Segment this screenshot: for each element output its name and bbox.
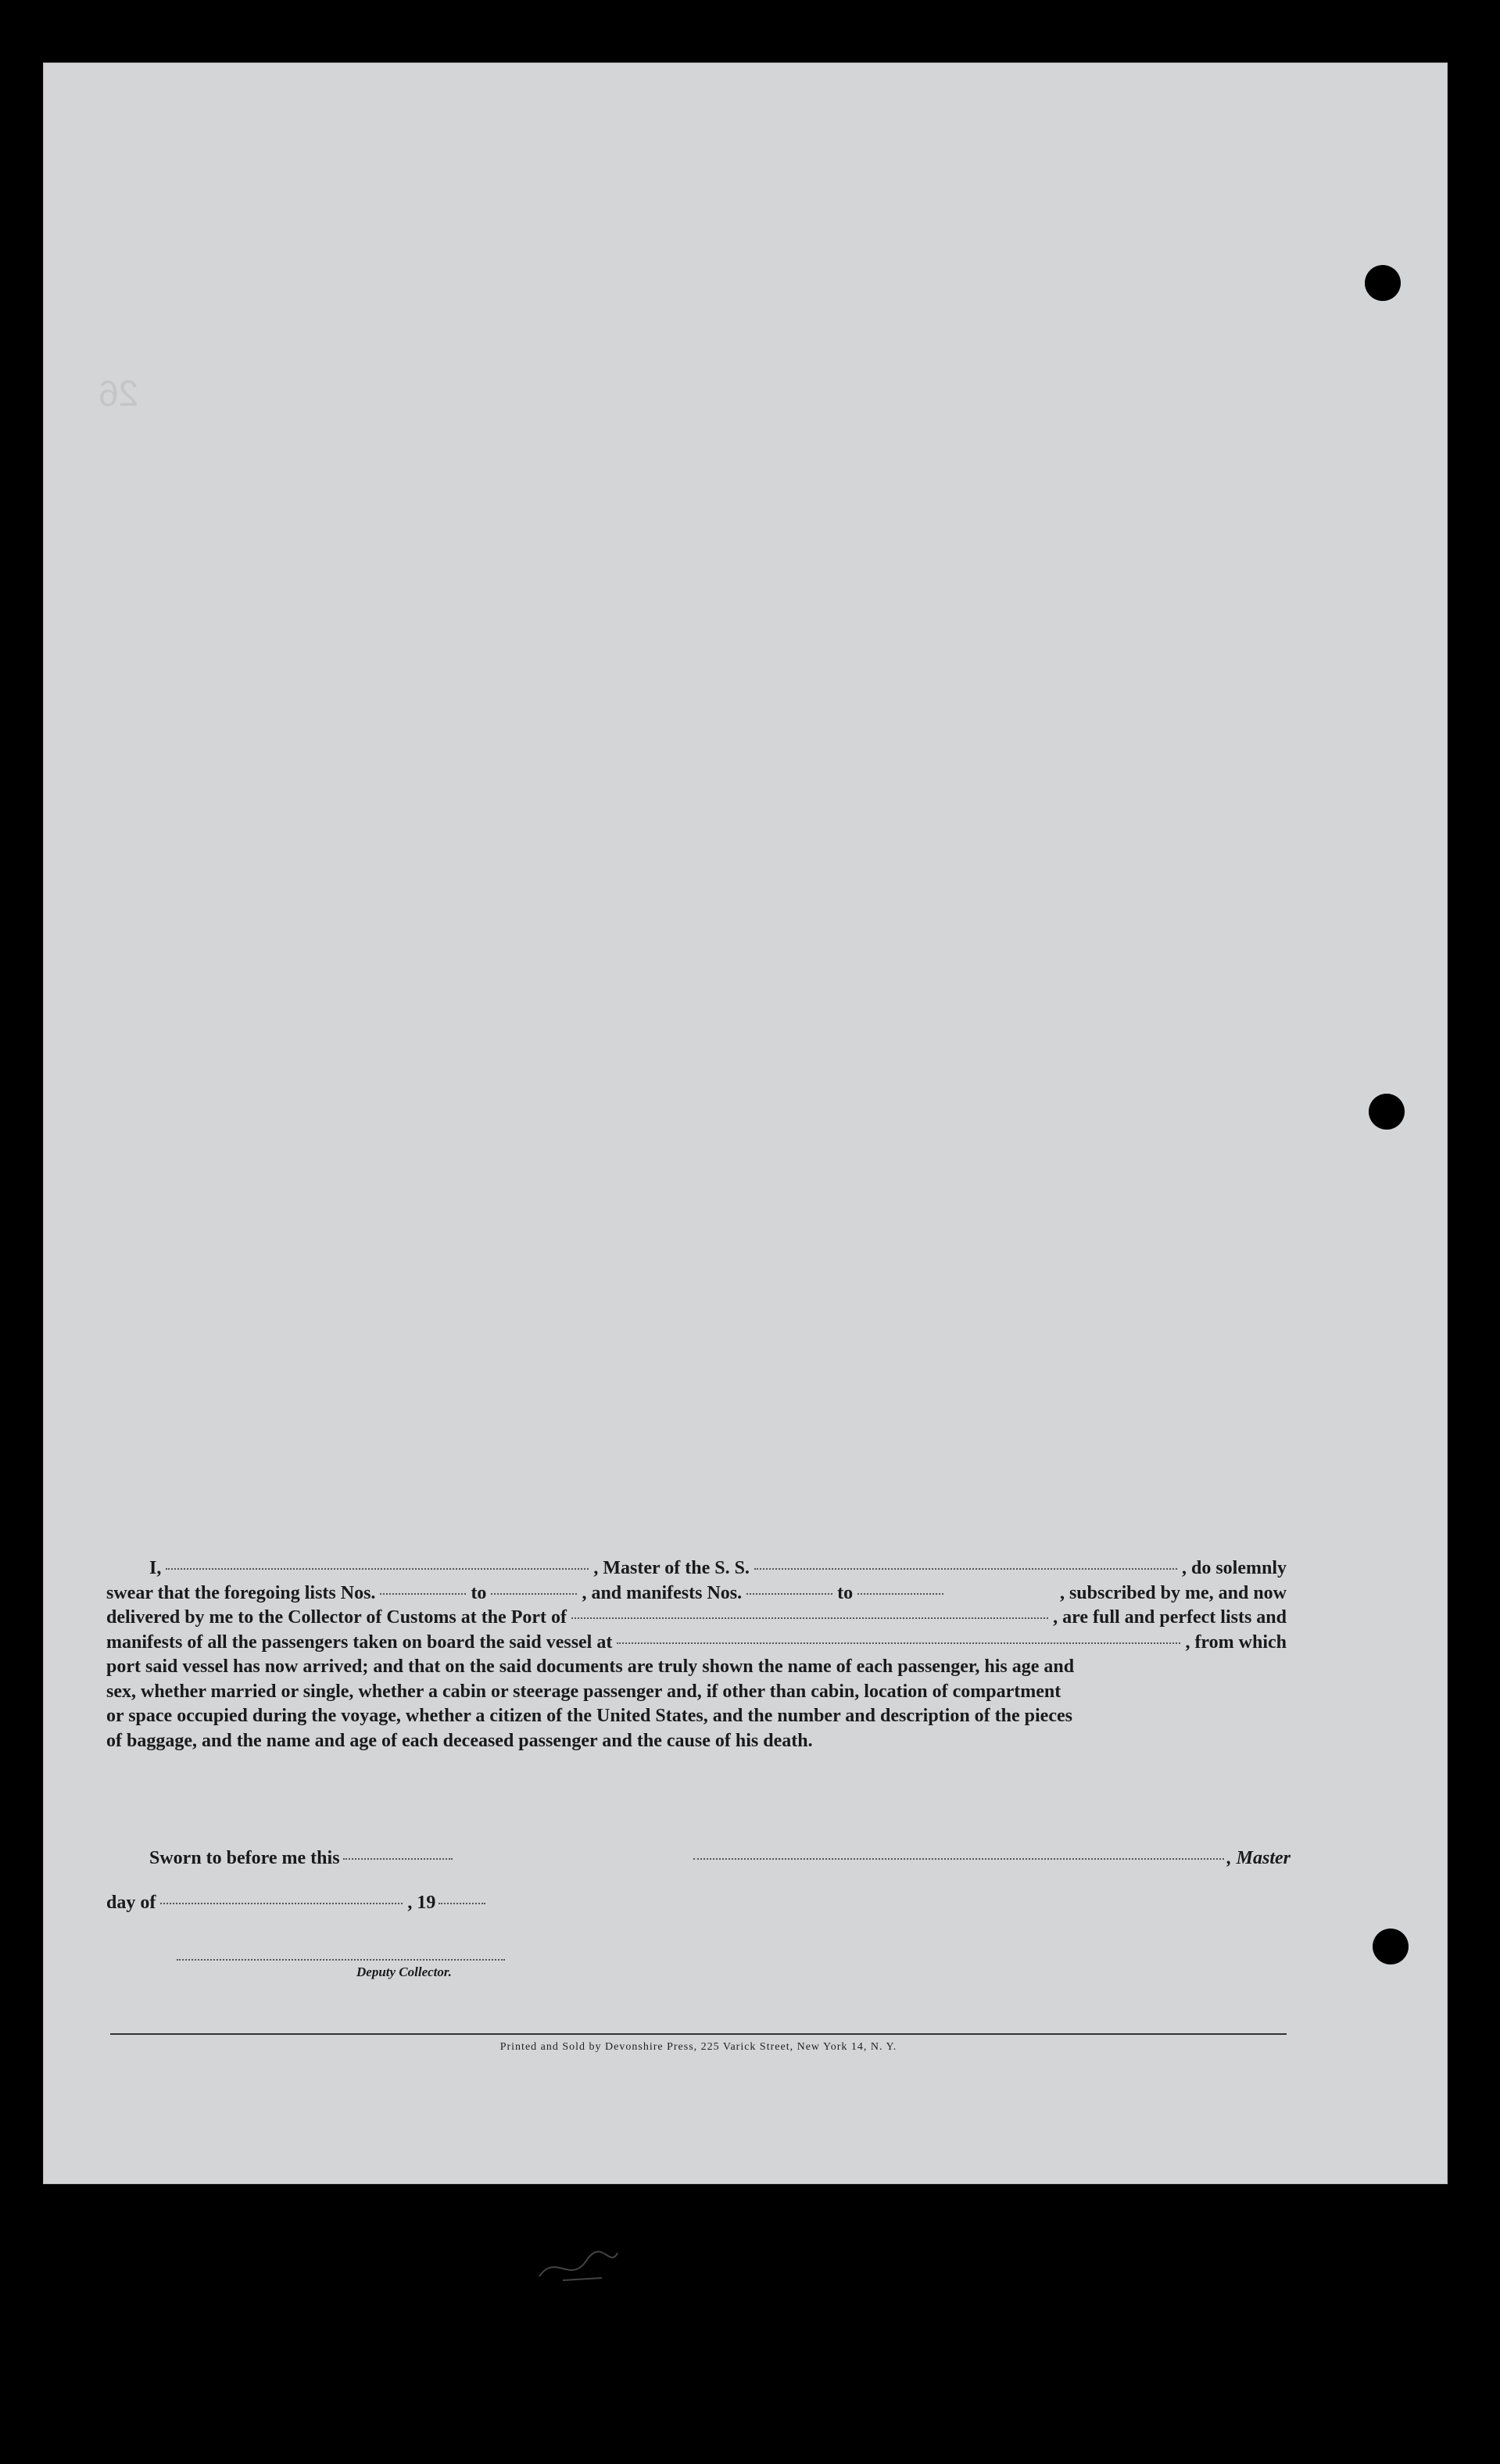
oath-text: , from which	[1185, 1631, 1287, 1653]
oath-line-1	[106, 1556, 1287, 1581]
oath-text: swear that the foregoing lists Nos.	[106, 1582, 376, 1603]
oath-text: to	[837, 1582, 854, 1603]
oath-text: delivered by me to the Collector of Customs at the Port of	[106, 1607, 567, 1628]
oath-text: , Master of the S. S.	[593, 1558, 750, 1578]
year-blank[interactable]	[439, 1903, 485, 1904]
sworn-label: Sworn to before me this	[149, 1848, 340, 1868]
manifests-to-blank[interactable]	[857, 1593, 943, 1595]
sworn-line	[149, 1848, 1291, 1869]
year-label: , 19	[407, 1893, 436, 1913]
day-label: day of	[106, 1893, 156, 1913]
ship-name-blank[interactable]	[754, 1568, 1177, 1570]
pencil-mark	[532, 2237, 625, 2292]
oath-paragraph	[106, 1556, 1287, 1753]
lists-to-blank[interactable]	[491, 1593, 577, 1595]
deputy-signature-blank[interactable]	[177, 1959, 505, 1961]
oath-text: , subscribed by me, and now	[1059, 1582, 1287, 1603]
oath-text: to	[471, 1582, 487, 1603]
oath-line-2	[106, 1581, 1287, 1606]
day-line	[106, 1893, 575, 1914]
oath-text: , and manifests Nos.	[582, 1582, 743, 1603]
oath-text: of baggage, and the name and age of each deceased passenger and the cause of his death.	[106, 1730, 813, 1751]
deputy-collector-label: Deputy Collector.	[356, 1964, 452, 1979]
oath-text: , are full and perfect lists and	[1053, 1607, 1287, 1628]
port-blank[interactable]	[571, 1617, 1048, 1619]
printer-imprint: Printed and Sold by Devonshire Press, 225 Varick Street, New York 14, N. Y.	[499, 2041, 897, 2053]
oath-text: port said vessel has now arrived; and that on the said documents are truly shown the name of each passenger, his age and	[106, 1656, 1075, 1677]
oath-line-7	[106, 1704, 1287, 1729]
oath-line-8	[106, 1729, 1287, 1754]
master-name-blank[interactable]	[166, 1568, 589, 1570]
oath-text: sex, whether married or single, whether a cabin or steerage passenger and, if other than cabin, location of compartment	[106, 1681, 1061, 1702]
master-signature-blank[interactable]	[693, 1858, 1224, 1860]
footer-divider	[110, 2033, 1287, 2035]
oath-text: , do solemnly	[1181, 1558, 1287, 1578]
punch-hole-top	[1365, 265, 1401, 301]
oath-line-5	[106, 1655, 1287, 1680]
oath-line-3	[106, 1606, 1287, 1631]
oath-line-4	[106, 1631, 1287, 1656]
oath-text: I,	[149, 1558, 162, 1578]
manifests-from-blank[interactable]	[746, 1593, 832, 1595]
bleed-through-number: 26	[98, 373, 139, 414]
departure-port-blank[interactable]	[617, 1642, 1180, 1644]
lists-from-blank[interactable]	[380, 1593, 466, 1595]
month-blank[interactable]	[160, 1903, 403, 1904]
document-page	[43, 63, 1448, 2184]
master-label: , Master	[1226, 1848, 1291, 1868]
oath-text: manifests of all the passengers taken on board the said vessel at	[106, 1631, 613, 1653]
oath-text: or space occupied during the voyage, whether a citizen of the United States, and the number and description of the pieces	[106, 1706, 1072, 1726]
punch-hole-middle	[1369, 1094, 1405, 1130]
oath-line-6	[106, 1680, 1287, 1705]
sworn-date-blank[interactable]	[343, 1858, 453, 1860]
punch-hole-bottom	[1373, 1929, 1409, 1964]
